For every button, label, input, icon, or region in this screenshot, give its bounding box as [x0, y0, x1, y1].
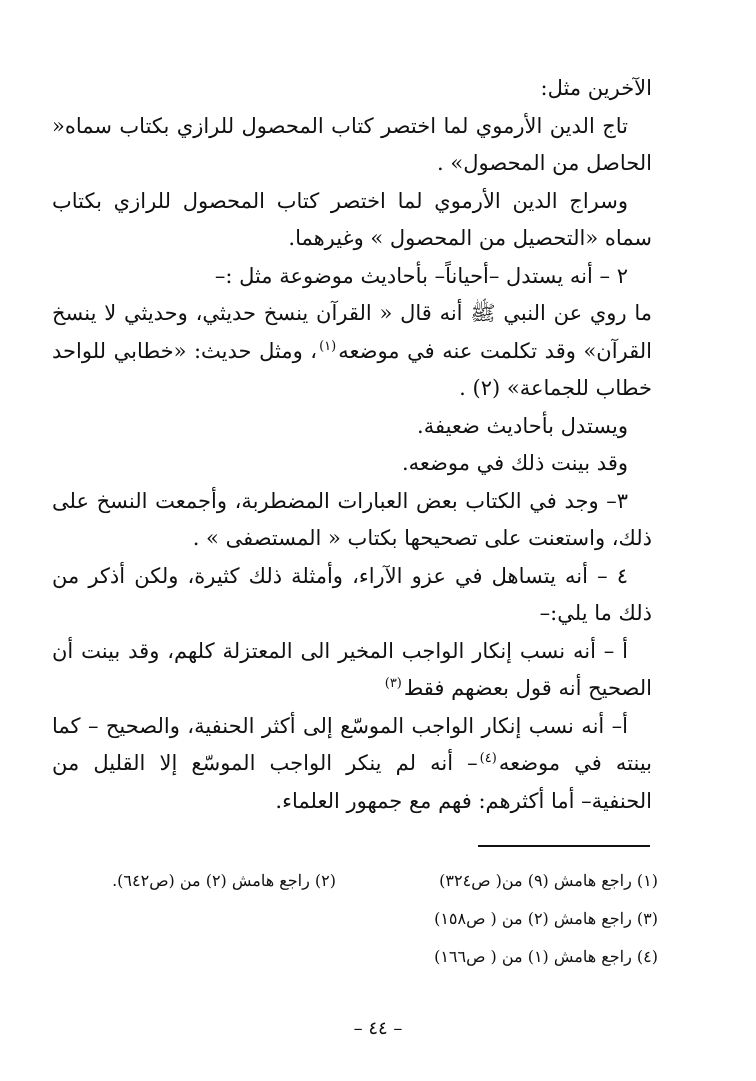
- paragraph-taj-aldin: تاج الدين الأرموي لما اختصر كتاب المحصول للرازي بكتاب سماه« الحاصل من المحصول» .: [52, 113, 652, 175]
- footnote-ref-4: (٤): [479, 751, 497, 766]
- footnote-ref-3: (٣): [384, 676, 402, 691]
- paragraph-point-2: ٢ – أنه يستدل –أحياناً– بأحاديث موضوعة مثل :–: [214, 263, 628, 288]
- main-text: [52, 70, 652, 820]
- paragraph-hadith-tail: ، ومثل حديث: «خطابي للواحد خطاب للجماعة» (٢) .: [52, 338, 652, 400]
- paragraph-weak-hadith: ويستدل بأحاديث ضعيفة.: [417, 413, 628, 438]
- paragraph-hadith: [52, 295, 652, 408]
- paragraph-intro: الآخرين مثل:: [540, 76, 652, 100]
- paragraph-point-4: ٤ – أنه يتساهل في عزو الآراء، وأمثلة ذلك كثيرة، ولكن أذكر من ذلك ما يلي:–: [52, 563, 652, 625]
- paragraph-item-a1: [52, 633, 652, 708]
- paragraph-item-a1-text: أ – أنه نسب إنكار الواجب المخير الى المعتزلة كلهم، وقد بينت أن الصحيح أنه قول بعضهم فقط: [52, 638, 652, 700]
- paragraph-item-a2-tail: – أنه لم ينكر الواجب الموسّع إلا القليل من الحنفية– أما أكثرهم: فهم مع جمهور العلماء.: [52, 751, 652, 813]
- footnote-ref-1: (١): [319, 338, 337, 354]
- footnote-2: (٢) راجع هامش (٢) من (ص٦٤٢).: [112, 871, 336, 890]
- footnote-1: (١) راجع هامش (٩) من( ص٣٢٤): [439, 871, 658, 890]
- paragraph-siraj-aldin: وسراج الدين الأرموي لما اختصر كتاب المحصول للرازي بكتاب سماه «التحصيل من المحصول » وغيرهما.: [52, 188, 652, 250]
- page-number: – ٤٤ –: [353, 1018, 403, 1039]
- footnote-4: (٤) راجع هامش (١) من ( ص١٦٦): [434, 947, 658, 966]
- paragraph-item-a2: [52, 708, 652, 821]
- paragraph-item-a2-text: أ– أنه نسب إنكار الواجب الموسّع إلى أكثر الحنفية، والصحيح – كما بينته في موضعه: [52, 713, 653, 775]
- paragraph-explained: وقد بينت ذلك في موضعه.: [401, 451, 628, 475]
- paragraph-point-3: ٣– وجد في الكتاب بعض العبارات المضطربة، وأجمعت النسخ على ذلك، واستعنت على تصحيحها بكتاب « المستصفى » .: [52, 488, 652, 550]
- footnote-divider: [478, 845, 650, 847]
- footnote-3: (٣) راجع هامش (٢) من ( ص١٥٨): [434, 909, 658, 928]
- paragraph-hadith-text: ما روي عن النبي ﷺ أنه قال « القرآن ينسخ حديثي، وحديثي لا ينسخ القرآن» وقد تكلمت عنه في موضعه: [52, 301, 652, 363]
